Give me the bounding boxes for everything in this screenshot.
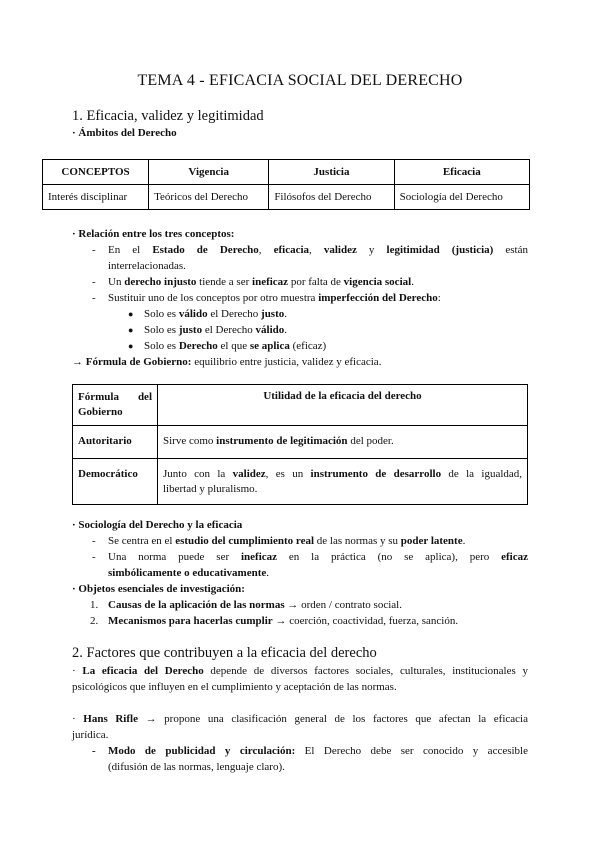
table-cell: Sirve como instrumento de legitimación del poder. bbox=[158, 426, 528, 459]
factor-item-1-cont: (difusión de las normas, lenguaje claro). bbox=[108, 761, 285, 773]
dash-bullet: - bbox=[92, 292, 96, 304]
relacion-sub-3: Solo es Derecho el que se aplica (eficaz) bbox=[144, 340, 327, 352]
page-title: TEMA 4 - EFICACIA SOCIAL DEL DERECHO bbox=[137, 72, 463, 89]
table-row bbox=[73, 426, 528, 459]
table-header-cell: Utilidad de la eficacia del derecho bbox=[158, 385, 528, 426]
table-row bbox=[73, 459, 528, 505]
objetos-label: · Objetos esenciales de investigación: bbox=[72, 583, 245, 595]
section-2-paragraph-2: · Hans Rifle → propone una clasificación general de los factores que afectan la eficacia bbox=[72, 713, 528, 725]
table-cell: Sociología del Derecho bbox=[394, 185, 529, 210]
table-header-cell: Eficacia bbox=[394, 160, 529, 185]
section-2-heading: 2. Factores que contribuyen a la eficacia del derecho bbox=[72, 645, 377, 661]
relacion-sub-2: Solo es justo el Derecho válido. bbox=[144, 324, 288, 336]
dot-bullet: ● bbox=[128, 309, 134, 319]
table-header-row bbox=[43, 160, 530, 185]
table-header-cell: Vigencia bbox=[149, 160, 269, 185]
section-2-paragraph-2-cont: jurídica. bbox=[72, 729, 109, 741]
relacion-item-2: Un derecho injusto tiende a ser ineficaz por falta de vigencia social. bbox=[108, 276, 414, 288]
dash-bullet: - bbox=[92, 745, 96, 757]
ambitos-label: · Ámbitos del Derecho bbox=[72, 127, 177, 139]
socio-item-1: Se centra en el estudio del cumplimiento real de las normas y su poder latente. bbox=[108, 535, 466, 547]
socio-label: · Sociología del Derecho y la eficacia bbox=[72, 519, 243, 531]
table-cell: Interés disciplinar bbox=[43, 185, 149, 210]
table-cell: Democrático bbox=[73, 459, 158, 505]
table-cell: Autoritario bbox=[73, 426, 158, 459]
ambitos-table bbox=[42, 159, 530, 210]
table-cell: Junto con la validez, es un instrumento de desarrollo de la igualdad, libertad y pluralismo. bbox=[158, 459, 528, 505]
objetos-item-2: Mecanismos para hacerlas cumplir → coerción, coactividad, fuerza, sanción. bbox=[108, 615, 459, 627]
objetos-item-1: Causas de la aplicación de las normas → orden / contrato social. bbox=[108, 599, 402, 611]
dot-bullet: ● bbox=[128, 325, 134, 335]
relacion-label: · Relación entre los tres conceptos: bbox=[72, 228, 235, 240]
relacion-item-3: Sustituir uno de los conceptos por otro muestra imperfección del Derecho: bbox=[108, 292, 441, 304]
relacion-item-1-cont: interrelacionadas. bbox=[108, 260, 186, 272]
relacion-sub-1: Solo es válido el Derecho justo. bbox=[144, 308, 288, 320]
table-header-cell: Fórmula del Gobierno bbox=[73, 385, 158, 426]
table-header-cell: CONCEPTOS bbox=[43, 160, 149, 185]
dash-bullet: - bbox=[92, 535, 96, 547]
table-row bbox=[43, 185, 530, 210]
dash-bullet: - bbox=[92, 276, 96, 288]
factor-item-1: Modo de publicidad y circulación: El Derecho debe ser conocido y accesible bbox=[108, 745, 528, 757]
table-header-cell: Justicia bbox=[269, 160, 394, 185]
section-2-paragraph-1: · La eficacia del Derecho depende de diversos factores sociales, culturales, institucionales y bbox=[72, 665, 528, 677]
dot-bullet: ● bbox=[128, 341, 134, 351]
dash-bullet: - bbox=[92, 244, 96, 256]
table-cell: Filósofos del Derecho bbox=[269, 185, 394, 210]
dash-bullet: - bbox=[92, 551, 96, 563]
socio-item-2: Una norma puede ser ineficaz en la práctica (no se aplica), pero eficaz bbox=[108, 551, 528, 563]
table-cell: Teóricos del Derecho bbox=[149, 185, 269, 210]
relacion-item-1: En el Estado de Derecho, eficacia, validez y legitimidad (justicia) están bbox=[108, 244, 528, 256]
socio-item-2-cont: simbólicamente o educativamente. bbox=[108, 567, 269, 579]
table-header-row bbox=[73, 385, 528, 426]
list-number: 2. bbox=[90, 615, 99, 627]
section-2-paragraph-1-cont: psicológicos que influyen en el cumplimiento y aceptación de las normas. bbox=[72, 681, 397, 693]
gobierno-table bbox=[72, 384, 528, 505]
list-number: 1. bbox=[90, 599, 99, 611]
formula-gobierno: → Fórmula de Gobierno: equilibrio entre justicia, validez y eficacia. bbox=[72, 356, 382, 368]
section-1-heading: 1. Eficacia, validez y legitimidad bbox=[72, 108, 264, 124]
